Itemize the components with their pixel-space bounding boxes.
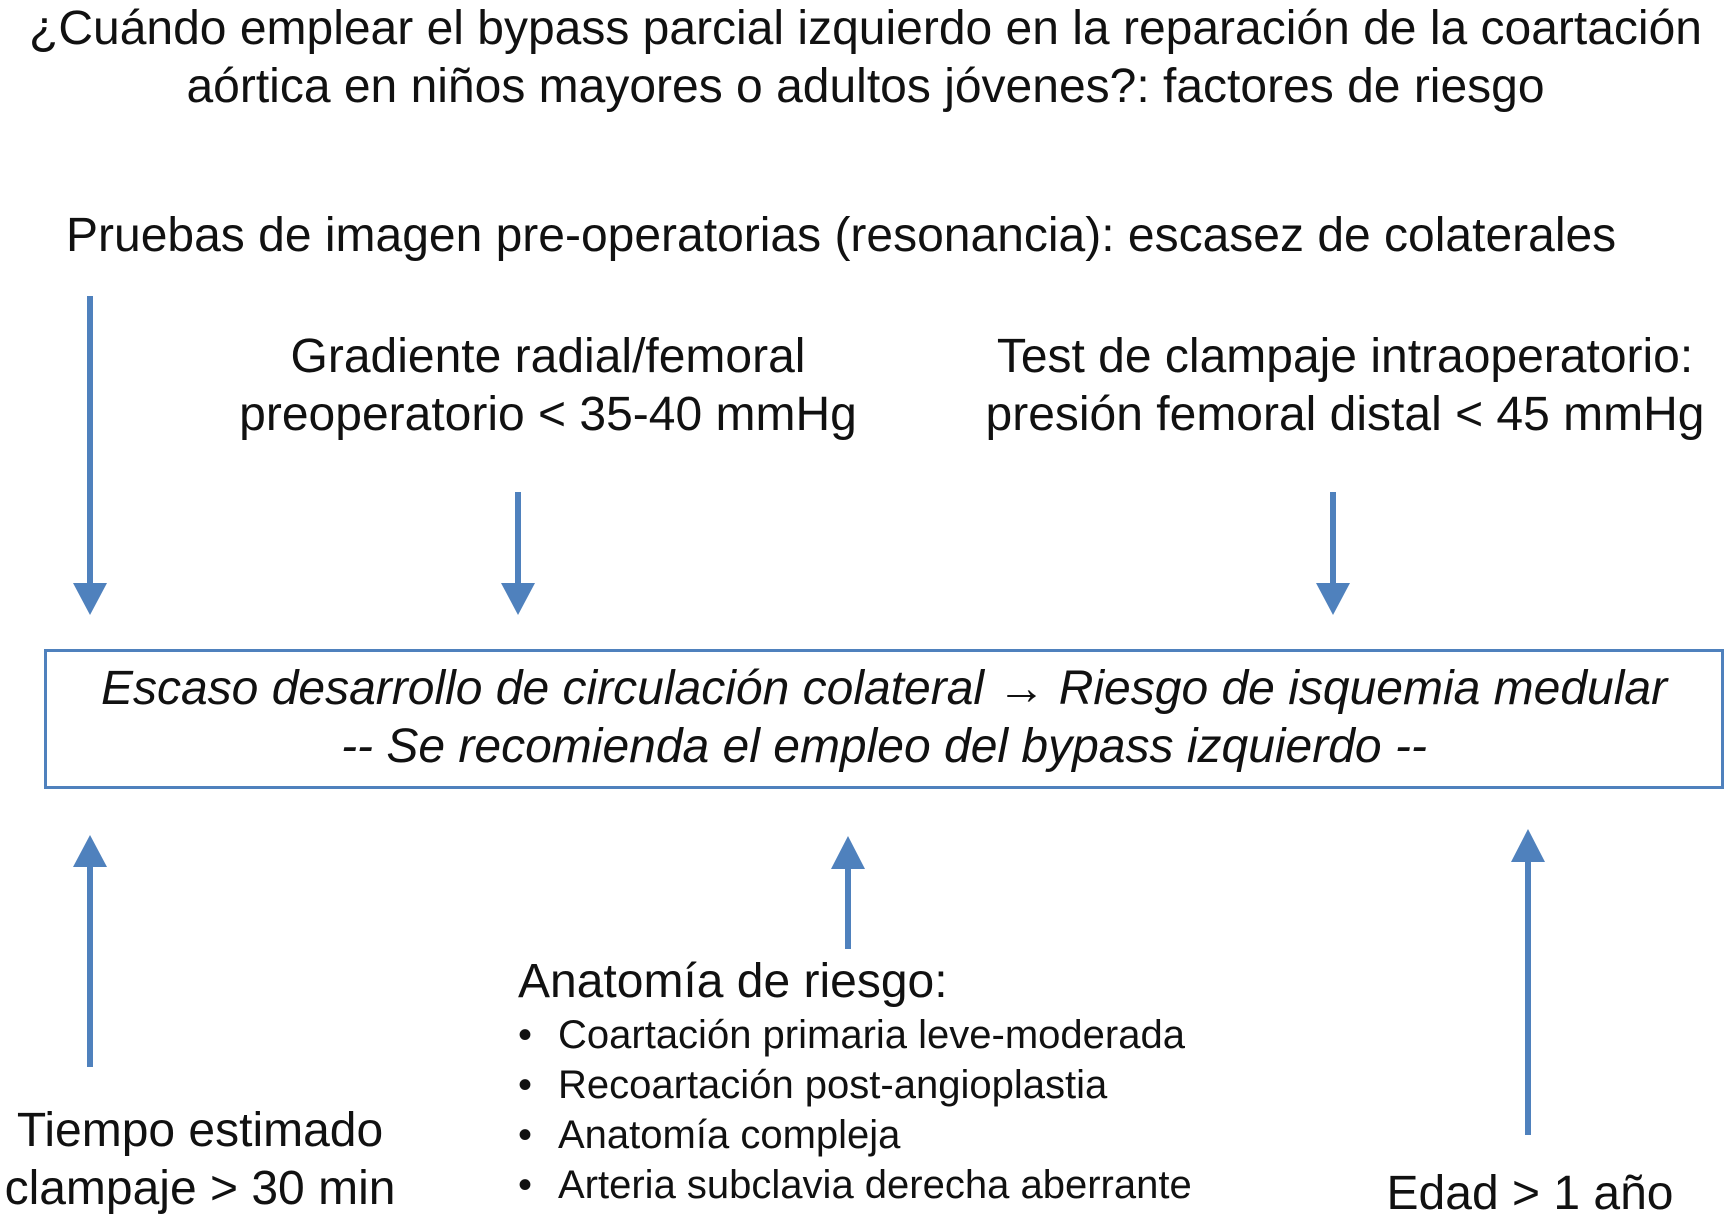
clamp-time-factor	[0, 1102, 400, 1218]
clamp-test-factor-line-2: presión femoral distal < 45 mmHg	[985, 388, 1705, 441]
central-conclusion-text	[44, 660, 1724, 776]
central-conclusion-line-1: Escaso desarrollo de circulación colateral → Riesgo de isquemia medular	[100, 662, 1668, 715]
list-item	[518, 1110, 1192, 1160]
clamp-time-factor-line-2: clampaje > 30 min	[4, 1162, 396, 1215]
gradient-factor-line-2: preoperatorio < 35-40 mmHg	[239, 388, 857, 441]
clamp-test-factor-line-1: Test de clampaje intraoperatorio:	[996, 330, 1694, 383]
anatomy-factor-title: Anatomía de riesgo:	[518, 955, 948, 1008]
clamp-time-factor-line-1: Tiempo estimado	[16, 1104, 384, 1157]
anatomy-item-text: Recoartación post-angioplastia	[558, 1063, 1108, 1107]
arrow-up-clamp-time	[73, 835, 107, 1067]
arrow-down-clamp-test	[1316, 492, 1350, 615]
anatomy-item-text: Coartación primaria leve-moderada	[558, 1013, 1185, 1057]
list-item	[518, 1060, 1192, 1110]
bullet-icon: •	[518, 1063, 533, 1107]
arrow-up-anatomy	[831, 836, 865, 949]
bullet-icon: •	[518, 1113, 533, 1157]
central-conclusion-line-2: -- Se recomienda el empleo del bypass izquierdo --	[341, 720, 1427, 773]
anatomy-item-text: Arteria subclavia derecha aberrante	[558, 1163, 1192, 1207]
imaging-factor: Pruebas de imagen pre-operatorias (resonancia): escasez de colaterales	[66, 209, 1617, 262]
anatomy-item-text: Anatomía compleja	[558, 1113, 901, 1157]
list-item	[518, 1160, 1192, 1210]
diagram-title-line-2: aórtica en niños mayores o adultos jóvenes?: factores de riesgo	[186, 60, 1545, 113]
anatomy-factor-list	[518, 1010, 1192, 1210]
gradient-factor-line-1: Gradiente radial/femoral	[290, 330, 806, 383]
arrow-down-gradient	[501, 492, 535, 615]
age-factor: Edad > 1 año	[1386, 1167, 1674, 1220]
bullet-icon: •	[518, 1163, 533, 1207]
bullet-icon: •	[518, 1013, 533, 1057]
diagram-title-line-1: ¿Cuándo emplear el bypass parcial izquierdo en la reparación de la coartación	[29, 2, 1702, 55]
arrow-down-imaging	[73, 296, 107, 615]
arrow-up-age	[1511, 829, 1545, 1135]
list-item	[518, 1010, 1192, 1060]
